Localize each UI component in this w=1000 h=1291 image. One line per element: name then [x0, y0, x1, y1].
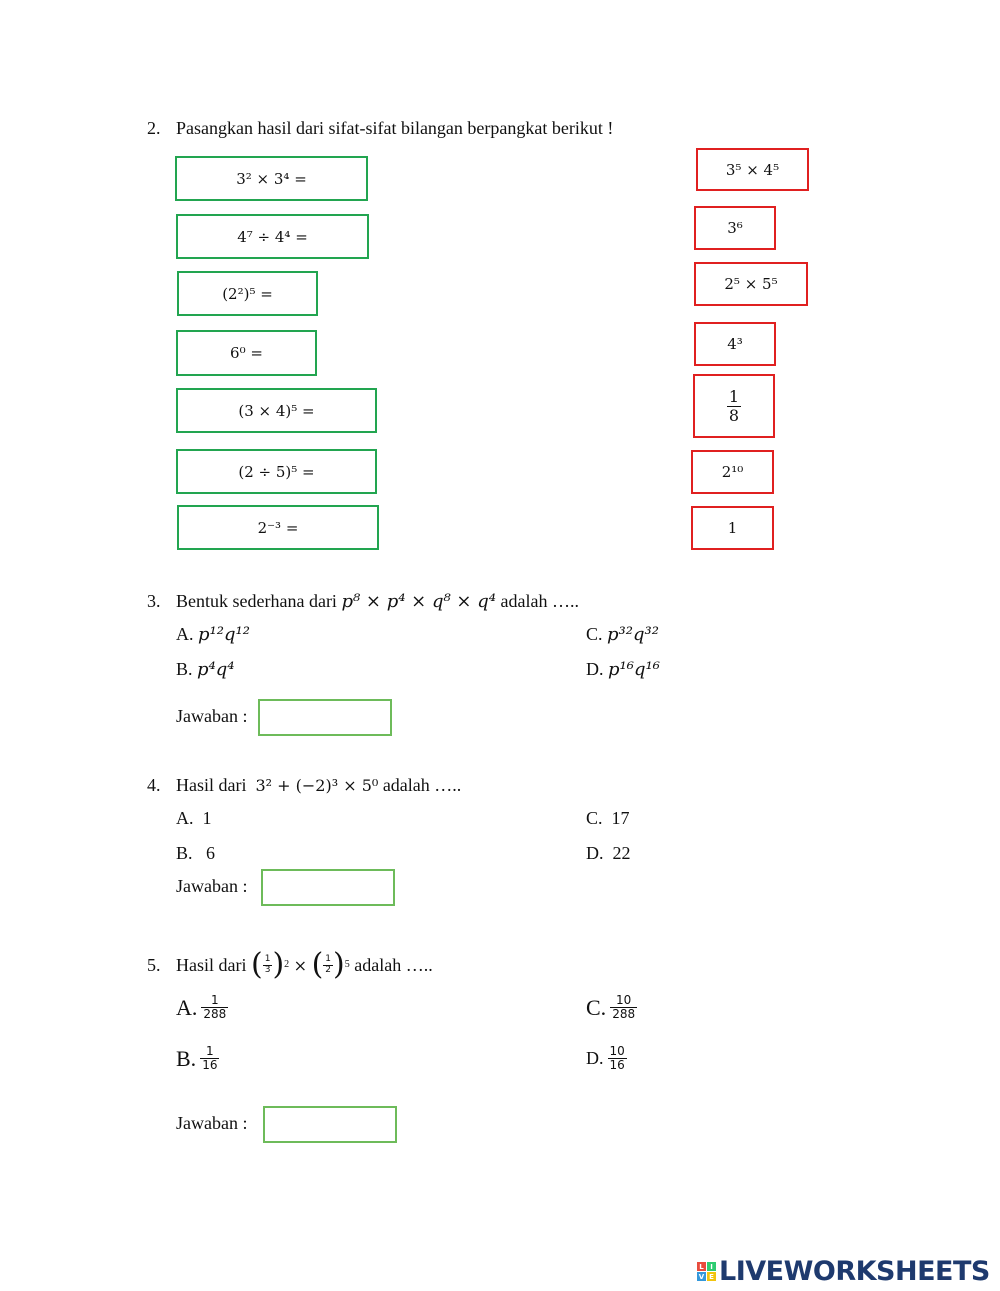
logo-grid-cell: E [707, 1272, 716, 1281]
fraction-numerator: 1 [211, 993, 219, 1007]
q5-prompt-end: adalah ….. [354, 954, 433, 975]
q5-frac2 [323, 955, 333, 976]
match-left-4-text: 6⁰ = [230, 344, 263, 362]
q3-prompt-start: Bentuk sederhana dari [176, 591, 337, 611]
fraction-numerator: 1 [728, 386, 740, 406]
match-left-5-text: (3 × 4)⁵ = [238, 401, 315, 420]
match-right-4[interactable] [694, 322, 776, 366]
option-letter: C. [586, 624, 603, 644]
match-left-3[interactable] [177, 271, 318, 316]
option-letter: B. [176, 1045, 197, 1071]
q2-number: 2. [147, 118, 161, 138]
q5-number: 5. [147, 955, 161, 975]
option-value: 17 [611, 808, 630, 828]
fraction-denominator: 3 [264, 964, 271, 975]
option-fraction [610, 994, 637, 1021]
q5-option-a [176, 994, 228, 1021]
q3-number: 3. [147, 591, 161, 611]
q4-prompt [176, 775, 461, 796]
logo-grid-cell: L [697, 1262, 706, 1271]
fraction-denominator: 288 [203, 1007, 227, 1022]
q5-option-d [586, 1045, 627, 1072]
match-left-4[interactable] [176, 330, 317, 376]
fraction-denominator: 8 [728, 405, 740, 425]
match-left-2-text: 4⁷ ÷ 4⁴ = [237, 227, 308, 246]
option-value: 1 [202, 808, 212, 828]
q5-operator: × [293, 955, 308, 975]
match-right-1-text: 3⁵ × 4⁵ [725, 160, 780, 179]
fraction-numerator: 1 [264, 953, 271, 964]
q3-option-a [176, 624, 250, 645]
q3-option-d [586, 659, 660, 680]
fraction-numerator: 10 [616, 993, 632, 1007]
fraction-denominator: 2 [325, 964, 332, 975]
q4-option-b [176, 843, 215, 864]
option-fraction [201, 994, 228, 1021]
match-left-7[interactable] [177, 505, 379, 550]
match-left-6-text: (2 ÷ 5)⁵ = [238, 462, 315, 481]
match-right-2-text: 3⁶ [727, 219, 743, 237]
q5-option-c [586, 994, 637, 1021]
q4-option-a [176, 808, 212, 829]
match-left-5[interactable] [176, 388, 377, 433]
q4-prompt-start: Hasil dari [176, 775, 247, 795]
q4-option-d [586, 843, 631, 864]
option-value: p⁴q⁴ [197, 659, 235, 680]
q2-prompt: Pasangkan hasil dari sifat-sifat bilangan berpangkat berikut ! [176, 118, 614, 138]
fraction-denominator: 16 [202, 1058, 218, 1073]
fraction-numerator: 1 [325, 953, 332, 964]
logo-grid-cell: V [698, 1272, 705, 1281]
q4-expression: 3² + (−2)³ × 5⁰ [255, 776, 379, 795]
match-left-7-text: 2⁻³ = [257, 518, 299, 537]
fraction-denominator: 16 [609, 1058, 625, 1073]
q5-answer-label: Jawaban : [176, 1113, 248, 1133]
fraction-numerator: 1 [206, 1044, 214, 1058]
match-left-6[interactable] [176, 449, 377, 494]
option-letter: B. [176, 843, 193, 863]
q3-option-c [586, 624, 659, 645]
option-fraction [200, 1045, 219, 1072]
fraction-numerator: 10 [609, 1044, 625, 1058]
match-left-2[interactable] [176, 214, 369, 259]
match-right-4-text: 4³ [727, 335, 743, 353]
option-value: 22 [612, 843, 631, 863]
left-paren: ( [311, 947, 324, 982]
q3-expression: p⁸ × p⁴ × q⁸ × q⁴ [341, 591, 496, 612]
match-right-2[interactable] [694, 206, 776, 250]
option-value: p¹²q¹² [198, 624, 250, 645]
logo-grid-cell: I [707, 1262, 716, 1271]
match-right-1[interactable] [696, 148, 809, 191]
q4-number: 4. [147, 775, 161, 795]
liveworksheets-logo[interactable] [697, 1256, 990, 1287]
q3-answer-input[interactable] [258, 699, 392, 736]
option-letter: A. [176, 624, 194, 644]
logo-grid-icon [697, 1262, 716, 1281]
option-letter: A. [176, 994, 198, 1020]
match-right-7[interactable] [691, 506, 774, 550]
match-left-1-text: 3² × 3⁴ = [236, 169, 307, 188]
option-letter: B. [176, 659, 193, 679]
option-letter: D. [586, 659, 604, 679]
option-letter: C. [586, 808, 603, 828]
fraction-denominator: 288 [612, 1007, 636, 1022]
option-letter: D. [586, 1048, 604, 1069]
match-right-5-fraction [727, 388, 741, 424]
q4-answer-input[interactable] [261, 869, 395, 906]
match-right-3-text: 2⁵ × 5⁵ [724, 275, 778, 293]
match-right-6-text: 2¹⁰ [721, 463, 744, 481]
option-value: 6 [206, 843, 216, 863]
q4-option-c [586, 808, 630, 829]
option-value: p¹⁶q¹⁶ [608, 659, 660, 680]
option-fraction [608, 1045, 627, 1072]
match-right-6[interactable] [691, 450, 774, 494]
right-paren: ) [333, 947, 345, 982]
q4-answer-label: Jawaban : [176, 876, 248, 896]
option-letter: C. [586, 994, 607, 1020]
q5-prompt-start: Hasil dari [176, 954, 247, 975]
right-paren: ) [272, 947, 285, 982]
q3-prompt [176, 591, 579, 612]
match-right-7-text: 1 [727, 519, 738, 537]
match-right-5[interactable] [693, 374, 775, 438]
q5-answer-input[interactable] [263, 1106, 397, 1143]
q4-prompt-end: adalah ….. [382, 775, 462, 795]
left-paren: ( [250, 947, 263, 982]
match-right-3[interactable] [694, 262, 808, 306]
q3-answer-label: Jawaban : [176, 706, 248, 726]
q3-option-b [176, 659, 235, 680]
q5-frac1 [263, 955, 273, 976]
q5-prompt: Hasil dari ( $\frac{1}{3}$ ) 2 × ( $\frac{1}{2}$ ) 5 adalah ….. [176, 947, 433, 982]
q3-prompt-end: adalah ….. [500, 591, 579, 611]
match-left-1[interactable] [175, 156, 368, 201]
option-letter: A. [176, 808, 194, 828]
option-letter: D. [586, 843, 604, 863]
q5-option-b [176, 1045, 219, 1072]
option-value: p³²q³² [607, 624, 659, 645]
logo-text: LIVEWORKSHEETS [719, 1256, 990, 1287]
match-left-3-text: (2²)⁵ = [222, 284, 273, 303]
